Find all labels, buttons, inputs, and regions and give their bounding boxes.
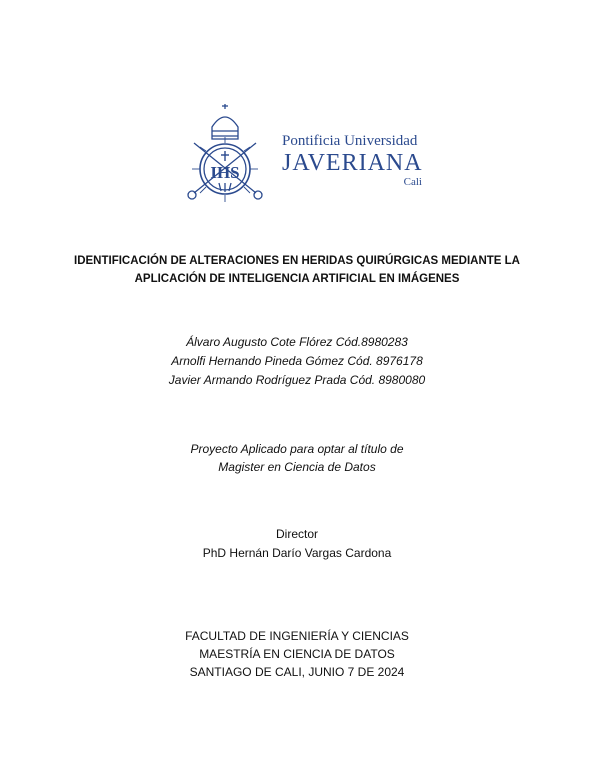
title-line-2: APLICACIÓN DE INTELIGENCIA ARTIFICIAL EN IMÁGENES [134,273,460,285]
logo-line-1: Pontificia Universidad [282,133,418,149]
logo-line-2: JAVERIANA [282,150,423,176]
director-name: PhD Hernán Darío Vargas Cardona [202,546,392,560]
logo-line-3: Cali [403,176,422,188]
director-section [40,525,554,563]
authors-list [40,333,554,390]
university-logo [172,103,432,205]
crest-letters: IHS [210,163,240,182]
footer-program: MAESTRÍA EN CIENCIA DE DATOS [199,647,395,661]
author-item: Álvaro Augusto Cote Flórez Cód.8980283 [186,335,408,349]
footer-faculty: FACULTAD DE INGENIERÍA Y CIENCIAS [185,629,409,643]
project-line-2: Magister en Ciencia de Datos [218,460,376,474]
document-title [40,252,554,288]
institution-footer [40,627,554,681]
university-wordmark [282,133,432,193]
title-line-1: IDENTIFICACIÓN DE ALTERACIONES EN HERIDAS QUIRÚRGICAS MEDIANTE LA [74,255,520,267]
project-statement [40,440,554,476]
university-crest-icon [172,103,278,205]
author-item: Arnolfi Hernando Pineda Gómez Cód. 8976178 [171,354,423,368]
project-line-1: Proyecto Aplicado para optar al título de [190,442,404,456]
director-label: Director [275,527,318,541]
footer-place-date: SANTIAGO DE CALI, JUNIO 7 DE 2024 [189,665,405,679]
author-item: Javier Armando Rodríguez Prada Cód. 8980080 [168,373,426,387]
